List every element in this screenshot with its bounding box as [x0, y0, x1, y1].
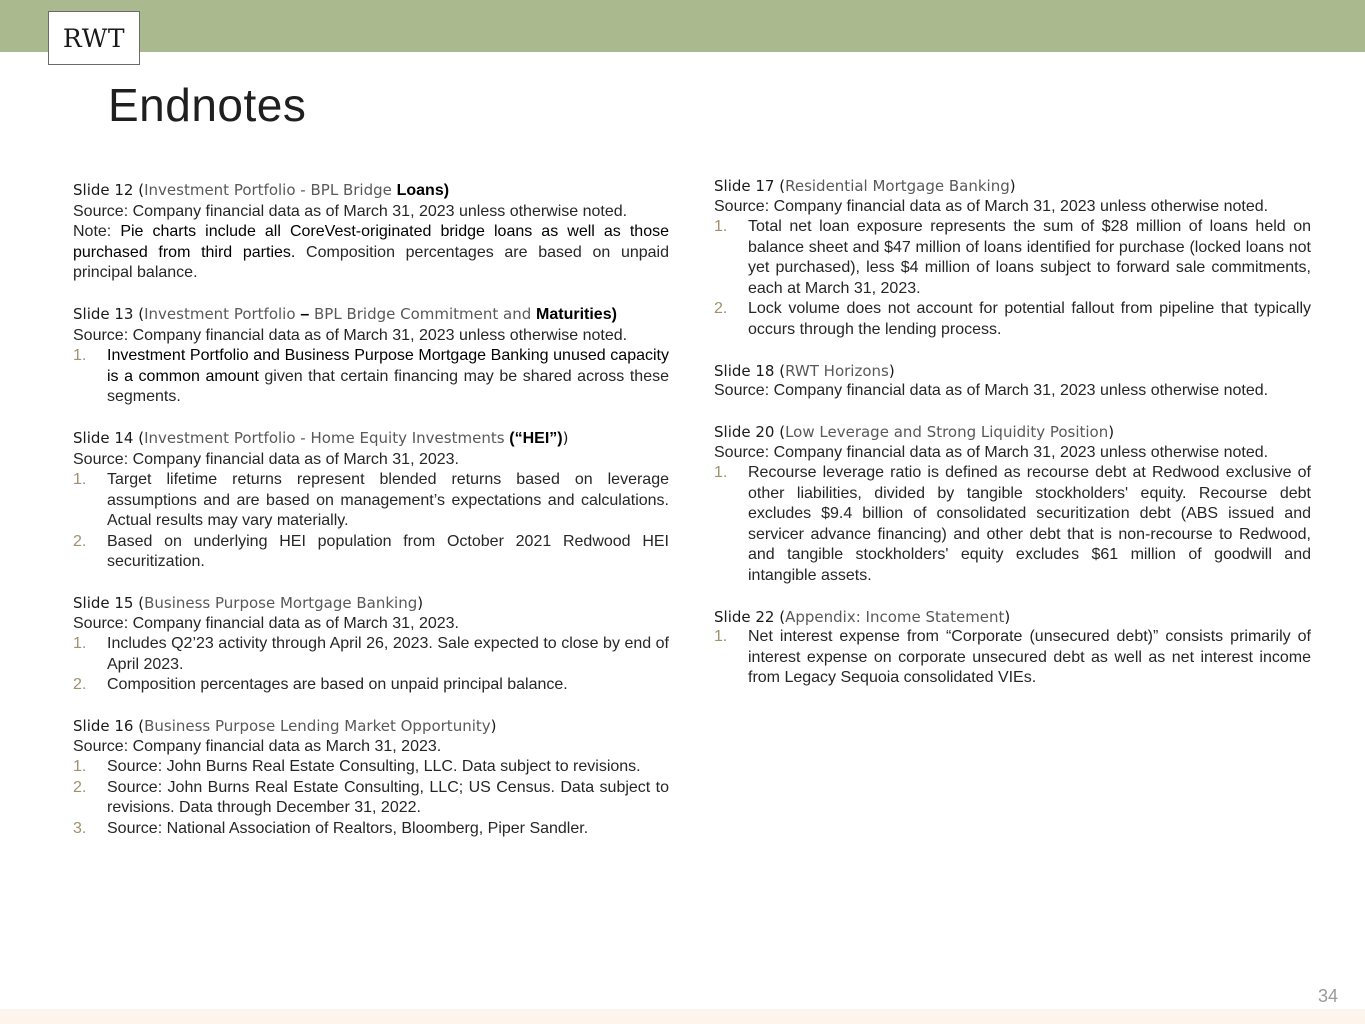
- page-title: Endnotes: [108, 79, 307, 131]
- section-heading: Slide 20 (Low Leverage and Strong Liquidity Position): [714, 423, 1115, 441]
- footer-band: [0, 1009, 1365, 1024]
- note-number: 1.: [714, 464, 728, 481]
- section-slide-18: [714, 361, 1311, 402]
- note-text: Composition percentages are based on unpaid principal balance.: [107, 676, 568, 693]
- note-number: 1.: [714, 628, 728, 645]
- note-number: 2.: [73, 532, 87, 550]
- section-heading: Slide 18 (RWT Horizons): [714, 361, 895, 380]
- note-item: [714, 463, 1311, 586]
- note-item: [714, 299, 1311, 340]
- section-heading: Slide 14 (Investment Portfolio - Home Equity Investments (“HEI”)): [73, 429, 569, 447]
- rwt-logo: [48, 11, 140, 65]
- note-item: [73, 675, 669, 696]
- note-number: 2.: [714, 300, 728, 317]
- note-item: [73, 757, 669, 778]
- note-item: [73, 346, 669, 408]
- section-slide-22: [714, 607, 1311, 689]
- note-number: 1.: [73, 635, 87, 652]
- section-slide-15: [73, 593, 669, 696]
- note-item: [714, 217, 1311, 299]
- note-number: 1.: [73, 471, 87, 488]
- note-text: Recourse leverage ratio is defined as recourse debt at Redwood exclusive of other liabilities, divided by tangible stockholders' equity. Recourse debt excludes $9.4 billion of consolidated securitization debt (ABS issued and servicer advance financing) and other debt that is non-recourse to Redwood, and tangible stockholders' equity excludes $61 million of goodwill and intangible assets.: [748, 464, 1311, 584]
- endnotes-left-column: [73, 180, 669, 860]
- section-heading: Slide 22 (Appendix: Income Statement): [714, 607, 1011, 626]
- note-text: Based on underlying HEI population from October 2021 Redwood HEI securitization.: [107, 532, 669, 570]
- section-slide-20: [714, 422, 1311, 586]
- source-line: Source: Company financial data as of March 31, 2023 unless otherwise noted.: [73, 326, 628, 344]
- section-heading: Slide 17 (Residential Mortgage Banking): [714, 177, 1016, 195]
- section-heading: Slide 16 (Business Purpose Lending Market Opportunity): [73, 717, 497, 735]
- note-number: 1.: [73, 758, 87, 775]
- note-number: 1.: [73, 347, 87, 364]
- note-number: 1.: [714, 218, 728, 235]
- note-item: [714, 627, 1311, 689]
- note-text: Includes Q2’23 activity through April 26, 2023. Sale expected to close by end of April 2023.: [107, 635, 669, 673]
- section-heading: Slide 12 (Investment Portfolio - BPL Bridge Loans): [73, 181, 450, 199]
- section-slide-13: [73, 304, 669, 408]
- source-line: Source: Company financial data as March 31, 2023.: [73, 737, 442, 755]
- note-text: Investment Portfolio and Business Purpose Mortgage Banking unused capacity is a common amount given that certain financing may be shared across these segments.: [107, 347, 669, 405]
- note-text: Source: National Association of Realtors, Bloomberg, Piper Sandler.: [107, 819, 589, 837]
- note-text: Source: John Burns Real Estate Consulting, LLC; US Census. Data subject to revisions. Data through December 31, 2022.: [107, 778, 669, 816]
- header-band: [0, 0, 1365, 52]
- note-number: 2.: [73, 778, 87, 796]
- source-line: Source: Company financial data as of March 31, 2023 unless otherwise noted.: [714, 382, 1269, 399]
- source-line: Source: Company financial data as of March 31, 2023 unless otherwise noted.: [73, 202, 628, 220]
- note-text: Lock volume does not account for potential fallout from pipeline that typically occurs through the lending process.: [748, 300, 1311, 338]
- source-line: Source: Company financial data as of March 31, 2023.: [73, 450, 459, 468]
- note-number: 2.: [73, 676, 87, 693]
- section-slide-12: [73, 180, 669, 284]
- logo-text: RWT: [62, 23, 126, 53]
- note-item: [73, 532, 669, 573]
- endnotes-right-column: [714, 176, 1311, 709]
- note-item: [73, 470, 669, 532]
- note-text: Source: John Burns Real Estate Consulting, LLC. Data subject to revisions.: [107, 758, 641, 775]
- section-heading: Slide 15 (Business Purpose Mortgage Banking): [73, 594, 424, 612]
- source-line: Source: Company financial data as of March 31, 2023.: [73, 614, 459, 632]
- section-slide-14: [73, 428, 669, 573]
- note-text: Target lifetime returns represent blended returns based on leverage assumptions and are based on management’s expectations and calculations. Actual results may vary materially.: [107, 471, 669, 529]
- note-item: [73, 819, 669, 840]
- section-slide-17: [714, 176, 1311, 340]
- note-line: Note: Pie charts include all CoreVest-originated bridge loans as well as those purchased from third parties. Composition percentages are based on unpaid principal balance.: [73, 223, 670, 281]
- section-slide-16: [73, 716, 669, 839]
- note-item: [73, 778, 669, 819]
- source-line: Source: Company financial data as of March 31, 2023 unless otherwise noted.: [714, 197, 1269, 215]
- page-number: 34: [1317, 986, 1338, 1006]
- note-text: Net interest expense from “Corporate (unsecured debt)” consists primarily of interest expense on corporate unsecured debt as well as net interest income from Legacy Sequoia consolidated VIEs.: [748, 628, 1311, 686]
- source-line: Source: Company financial data as of March 31, 2023 unless otherwise noted.: [714, 443, 1269, 461]
- note-item: [73, 634, 669, 675]
- note-text: Total net loan exposure represents the sum of $28 million of loans held on balance sheet and $47 million of loans identified for purchase (locked loans not yet purchased), less $4 million of loans subject to forward sale commitments, each at March 31, 2023.: [748, 218, 1311, 297]
- note-number: 3.: [73, 819, 87, 837]
- section-heading: Slide 13 (Investment Portfolio – BPL Bridge Commitment and Maturities): [73, 305, 617, 323]
